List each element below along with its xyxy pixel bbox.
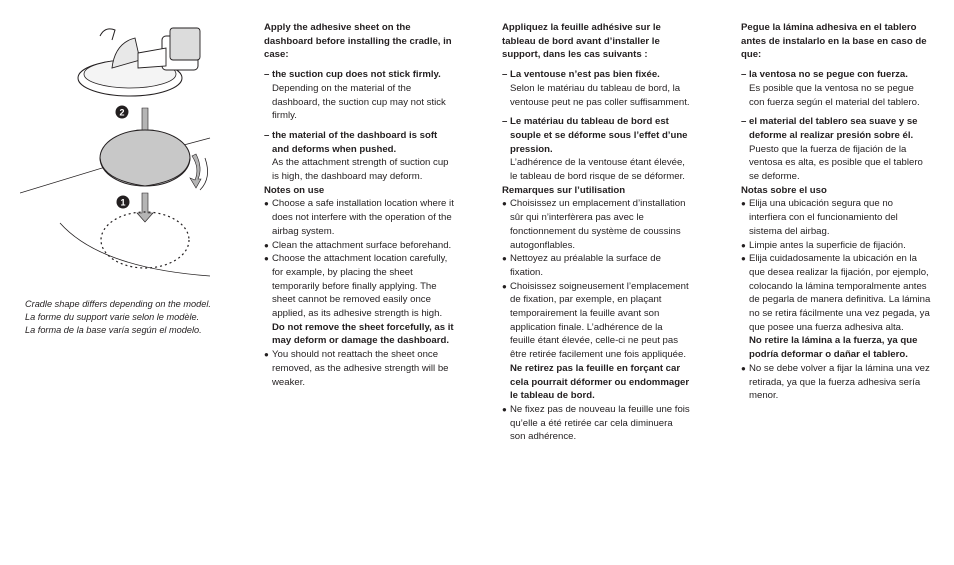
curved-arrow-icon (190, 154, 201, 188)
case-title: la ventosa no se pegue con fuerza. (749, 69, 908, 81)
caption-es: La forma de la base varía según el modelo. (25, 324, 202, 335)
note-item: ● Ne fixez pas de nouveau la feuille une fois qu’elle a été retirée car cela diminuera son adhérence. (502, 403, 690, 443)
case-body: Selon le matériau du tableau de bord, la ventouse peut ne pas coller suffisamment. (510, 82, 690, 108)
case-item: – the suction cup does not stick firmly. Depending on the material of the dashboard, the suction cup may not stick firmly. (264, 68, 456, 123)
step-marker-1-label: 1 (120, 197, 126, 208)
caption-en: Cradle shape differs depending on the model. (25, 299, 211, 309)
section-heading: Appliquez la feuille adhésive sur le tableau de bord avant d’installer le support, dans les cas suivants : (502, 22, 661, 61)
case-title: el material del tablero sea suave y se deforme al realizar presión sobre él. (749, 116, 918, 141)
adhesive-sheet-icon (100, 130, 190, 186)
case-item: – la ventosa no se pegue con fuerza. Es posible que la ventosa no se pegue con fuerza según el material del tablero. (741, 68, 931, 109)
note-item: ● No se debe volver a fijar la lámina una vez retirada, ya que la fuerza adhesiva sería menor. (741, 362, 930, 402)
warning-text: No retire la lámina a la fuerza, ya que podría deformar o dañar el tablero. (749, 335, 918, 361)
case-body: Es posible que la ventosa no se pegue con fuerza según el material del tablero. (749, 82, 920, 108)
spanish-column (741, 21, 931, 403)
note-item: ● Nettoyez au préalable la surface de fixation. (502, 253, 661, 278)
note-item: ● Choisissez un emplacement d’installation sûr qui n’interfèrera pas avec le fonctionnement du système de coussins autogonflables. (502, 198, 686, 251)
warning-text: Do not remove the sheet forcefully, as it may deform or damage the dashboard. (272, 321, 454, 347)
notes-heading: Notes on use (264, 184, 325, 196)
notes-heading: Remarques sur l’utilisation (502, 184, 626, 196)
note-item: ● You should not reattach the sheet once removed, as the adhesive strength will be weaker. (264, 349, 449, 388)
case-body: L’adhérence de la ventouse étant élevée, le tableau de bord risque de se déformer. (510, 157, 685, 183)
note-item: ● Choisissez soigneusement l’emplacement de fixation, par exemple, en plaçant temporairement la feuille avant son application finale. L’adhérence de la feuille étant élevée, celle-ci ne peut pas être retirée facilement une fois appliquée. (502, 280, 689, 361)
illustration-caption (25, 298, 211, 336)
case-item: – Le matériau du tableau de bord est souple et se déforme sous l’effet d’une pression. L’adhérence de la ventouse étant élevée, le tableau de bord risque de se déformer. (502, 115, 690, 184)
warning-text: Ne retirez pas la feuille en forçant car cela pourrait déformer ou endommager le tableau de bord. (510, 362, 690, 402)
caption-fr: La forme du support varie selon le modèle. (25, 311, 200, 322)
note-item: ● Elija una ubicación segura que no interfiera con el funcionamiento del sistema del airbag. (741, 198, 898, 237)
section-heading: Apply the adhesive sheet on the dashboard before installing the cradle, in case: (264, 22, 452, 61)
cradle-icon (78, 28, 200, 96)
section-heading: Pegue la lámina adhesiva en el tablero antes de instalarlo en la base en caso de que: (741, 22, 927, 61)
note-item: ● Limpie antes la superficie de fijación. (741, 239, 906, 251)
case-title: the material of the dashboard is soft and deforms when pushed. (272, 129, 438, 155)
english-column (264, 21, 456, 389)
step-marker-2-label: 2 (119, 107, 125, 118)
french-column (502, 21, 690, 444)
case-title: La ventouse n’est pas bien fixée. (510, 69, 660, 81)
notes-heading: Notas sobre el uso (741, 184, 827, 196)
case-title: Le matériau du tableau de bord est souple et se déforme sous l’effet d’une pression. (510, 116, 688, 155)
case-body: Puesto que la fuerza de fijación de la ventosa es alta, es posible que el tablero se deforme. (749, 143, 923, 183)
case-item: – the material of the dashboard is soft and deforms when pushed. As the attachment strength of suction cup is high, the dashboard may deform. (264, 129, 456, 184)
dashboard-edge (200, 158, 208, 190)
case-body: Depending on the material of the dashboard, the suction cup may not stick firmly. (272, 82, 446, 122)
note-item: ● Choose the attachment location carefully, for example, by placing the sheet temporarily before finally applying. The sheet cannot be removed easily once applied, as its adhesive strength is high. (264, 253, 448, 320)
case-title: the suction cup does not stick firmly. (272, 69, 441, 81)
note-item: ● Choose a safe installation location where it does not interfere with the operation of the airbag system. (264, 198, 454, 237)
cradle-installation-illustration (20, 18, 220, 288)
case-item: – el material del tablero sea suave y se deforme al realizar presión sobre él. Puesto que la fuerza de fijación de la ventosa es alta, es posible que el tablero se deforme. (741, 115, 931, 184)
dashboard-line-lower (60, 223, 210, 276)
case-item: – La ventouse n’est pas bien fixée. Selon le matériau du tableau de bord, la ventouse peut ne pas coller suffisamment. (502, 69, 690, 108)
arrow-down-icon (137, 193, 153, 222)
note-item: ● Clean the attachment surface beforehand. (264, 239, 452, 251)
note-item: ● Elija cuidadosamente la ubicación en la que desea realizar la fijación, por ejemplo, colocando la lámina temporalmente antes de pegarla de manera definitiva. La lámina no se retira fácilmente una vez pegada, ya que posee una fuerza adhesiva alta. (741, 253, 931, 333)
case-body: As the attachment strength of suction cup is high, the dashboard may deform. (272, 157, 449, 183)
